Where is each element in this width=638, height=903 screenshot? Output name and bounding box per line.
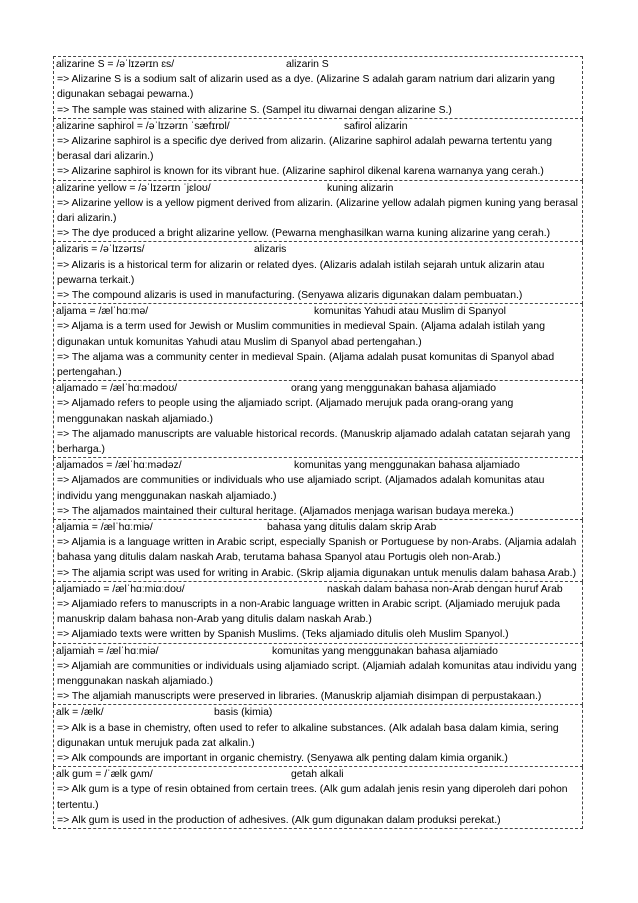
entry-term: aljamia = /ælˈhɑːmiə/ xyxy=(56,521,153,533)
entry-term: alizarine S = /əˈlɪzərɪn ɛs/ xyxy=(56,59,175,70)
entry xyxy=(53,520,583,582)
example-sentence: => The aljamia script was used for writing in Arabic. (Skrip aljamia digunakan untuk menulis dalam bahasa Arab.) xyxy=(57,567,577,579)
entry xyxy=(53,644,583,706)
entry-term: alizarine yellow = /əˈlɪzərɪn ˈjɛloʊ/ xyxy=(56,182,211,194)
example-sentence: => Alizarine saphirol is known for its vibrant hue. (Alizarine saphirol dikenal karena warnanya yang cerah.) xyxy=(57,166,544,178)
example-sentence: => Aljamiado refers to manuscripts in a non-Arabic language written in Arabic script. (Aljamiado merujuk pada manuskrip dalam bahasa non-Arab yang ditulis dalam naskah Arab.) xyxy=(57,598,561,626)
entry-translation: komunitas yang menggunakan bahasa aljamiado xyxy=(272,645,498,657)
entry-term: alizaris = /əˈlɪzərɪs/ xyxy=(56,244,145,256)
entry-term: aljama = /ælˈhɑːmə/ xyxy=(56,306,149,318)
entry-term: aljamados = /ælˈhɑːmədəz/ xyxy=(56,460,182,472)
example-sentence: => Alizarine yellow is a yellow pigment derived from alizarin. (Alizarine yellow adalah pigmen kuning yang berasal dari alizarin.) xyxy=(57,197,578,224)
entry xyxy=(53,582,583,644)
entry-translation: alizarin S xyxy=(286,59,329,70)
entry-translation: alizaris xyxy=(254,244,287,256)
entry xyxy=(53,458,583,520)
entry-translation: getah alkali xyxy=(291,769,344,781)
example-sentence: => Alk is a base in chemistry, often used to refer to alkaline substances. (Alk adalah basa dalam kimia, sering digunakan untuk merujuk pada zat alkalin.) xyxy=(57,722,559,749)
example-sentence: => The aljama was a community center in medieval Spain. (Aljama adalah pusat komunitas di Spanyol abad pertengahan.) xyxy=(57,351,555,378)
entry-translation: basis (kimia) xyxy=(214,707,273,719)
example-sentence: => Aljamado refers to people using the aljamiado script. (Aljamado merujuk pada orang-orang yang menggunakan naskah aljamiado.) xyxy=(57,398,514,425)
example-sentence: => Alk gum is a type of resin obtained from certain trees. (Alk gum adalah jenis resin yang diperoleh dari pohon tertentu.) xyxy=(57,784,568,811)
entry xyxy=(53,304,583,381)
entry-term: alk gum = /ˈælk ɡʌm/ xyxy=(56,769,153,781)
example-sentence: => Alizarine S is a sodium salt of alizarin used as a dye. (Alizarine S adalah garam natrium dari alizarin yang digunakan sebagai pewarna.) xyxy=(57,74,555,101)
entry xyxy=(53,242,583,304)
entry-term: alk = /ælk/ xyxy=(56,707,104,719)
entry-term: aljamado = /ælˈhɑːmədoʊ/ xyxy=(56,383,178,395)
example-sentence: => Aljamia is a language written in Arabic script, especially Spanish or Portuguese by non-Arabs. (Aljamia adalah bahasa yang ditulis dalam naskah Arab, terutama bahasa Spanyol atau Portugis oleh non-Arab.) xyxy=(57,537,577,564)
example-sentence: => The dye produced a bright alizarine yellow. (Pewarna menghasilkan warna kuning alizarine yang cerah.) xyxy=(57,228,551,240)
entry-translation: komunitas yang menggunakan bahasa aljamiado xyxy=(294,460,520,472)
entry xyxy=(53,181,583,243)
entry-translation: orang yang menggunakan bahasa aljamiado xyxy=(291,383,497,395)
entry-term: aljamiah = /ælˈhɑːmiə/ xyxy=(56,645,159,657)
example-sentence: => Aljamiado texts were written by Spanish Muslims. (Teks aljamiado ditulis oleh Muslim Spanyol.) xyxy=(57,629,509,641)
example-sentence: => The aljamados maintained their cultural heritage. (Aljamados menjaga warisan budaya mereka.) xyxy=(57,505,514,517)
dictionary-page xyxy=(53,56,583,829)
example-sentence: => The sample was stained with alizarine S. (Sampel itu diwarnai dengan alizarine S.) xyxy=(57,104,452,116)
example-sentence: => The aljamiah manuscripts were preserved in libraries. (Manuskrip aljamiah disimpan di perpustakaan.) xyxy=(57,691,542,703)
example-sentence: => The compound alizaris is used in manufacturing. (Senyawa alizaris digunakan dalam pembuatan.) xyxy=(57,289,523,301)
entry xyxy=(53,119,583,181)
example-sentence: => Aljama is a term used for Jewish or Muslim communities in medieval Spain. (Aljama adalah istilah yang digunakan untuk komunitas Yahudi atau Muslim di Spanyol abad pertengahan.) xyxy=(57,321,545,348)
example-sentence: => Alizarine saphirol is a specific dye derived from alizarin. (Alizarine saphirol adalah pewarna tertentu yang berasal dari alizarin.) xyxy=(57,135,552,163)
entry xyxy=(53,705,583,767)
entry-term: aljamiado = /ælˈhɑːmiɑːdoʊ/ xyxy=(56,583,185,595)
example-sentence: => Alizaris is a historical term for alizarin or related dyes. (Alizaris adalah istilah sejarah untuk alizarin atau pewarna terkait.) xyxy=(57,259,545,286)
entry xyxy=(53,767,583,829)
entry-translation: safirol alizarin xyxy=(344,120,408,132)
example-sentence: => Alk compounds are important in organic chemistry. (Senyawa alk penting dalam kimia organik.) xyxy=(57,752,508,764)
example-sentence: => Aljamiah are communities or individuals using aljamiado script. (Aljamiah adalah komunitas atau individu yang menggunakan naskah aljamiado.) xyxy=(57,660,577,687)
entry-translation: kuning alizarin xyxy=(327,182,394,194)
entry-term: alizarine saphirol = /əˈlɪzərɪn ˈsæfɪrɒl/ xyxy=(56,120,230,132)
entry xyxy=(53,381,583,458)
entry-translation: komunitas Yahudi atau Muslim di Spanyol xyxy=(314,306,506,318)
example-sentence: => Aljamados are communities or individuals who use aljamiado script. (Aljamados adalah komunitas atau individu yang menggunakan naskah aljamiado.) xyxy=(57,475,545,502)
entry xyxy=(53,56,583,119)
entry-translation: bahasa yang ditulis dalam skrip Arab xyxy=(267,521,437,533)
example-sentence: => The aljamado manuscripts are valuable historical records. (Manuskrip aljamado adalah catatan sejarah yang berharga.) xyxy=(57,428,571,455)
example-sentence: => Alk gum is used in the production of adhesives. (Alk gum digunakan dalam produksi perekat.) xyxy=(57,814,501,826)
entry-translation: naskah dalam bahasa non-Arab dengan huruf Arab xyxy=(327,583,563,595)
